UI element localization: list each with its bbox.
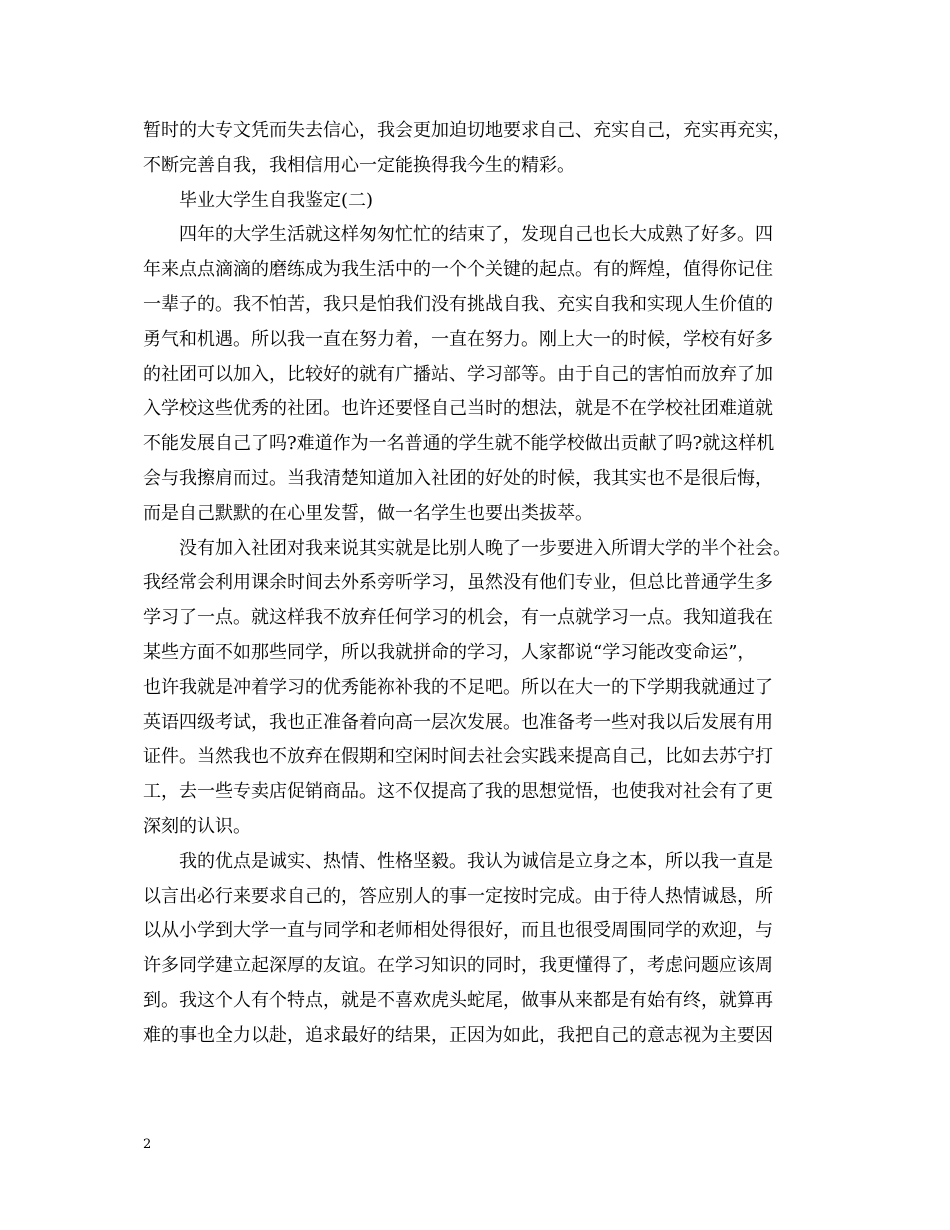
text-line: 以言出必行来要求自己的，答应别人的事一定按时完成。由于待人热情诚恳，所 (143, 885, 773, 907)
text-line: 也许我就是冲着学习的优秀能祢补我的不足吧。所以在大一的下学期我就通过了 (143, 676, 773, 698)
text-line: 不能发展自己了吗?难道作为一名普通的学生就不能学校做出贡献了吗?就这样机 (143, 433, 775, 455)
text-line: 工，去一些专卖店促销商品。这不仅提高了我的思想觉悟，也使我对社会有了更 (143, 781, 773, 803)
text-line: 年来点点滴滴的磨练成为我生活中的一个个关键的起点。有的辉煌，值得你记住 (143, 259, 773, 281)
text-line: 以从小学到大学一直与同学和老师相处得很好，而且也很受周围同学的欢迎，与 (143, 920, 773, 942)
text-line: 我的优点是诚实、热情、性格坚毅。我认为诚信是立身之本，所以我一直是 (179, 850, 773, 872)
text-line: 某些方面不如那些同学，所以我就拼命的学习，人家都说“学习能改变命运”， (143, 641, 756, 663)
text-line: 勇气和机遇。所以我一直在努力着，一直在努力。刚上大一的时候，学校有好多 (143, 328, 773, 350)
text-line: 英语四级考试，我也正准备着向高一层次发展。也准备考一些对我以后发展有用 (143, 711, 773, 733)
text-line: 而是自己默默的在心里发誓，做一名学生也要出类拔萃。 (143, 502, 593, 524)
text-line: 到。我这个人有个特点，就是不喜欢虎头蛇尾，做事从来都是有始有终，就算再 (143, 989, 773, 1011)
text-line: 证件。当然我也不放弃在假期和空闲时间去社会实践来提高自己，比如去苏宁打 (143, 746, 773, 768)
text-line: 四年的大学生活就这样匆匆忙忙的结束了，发现自己也长大成熟了好多。四 (179, 224, 773, 246)
text-line: 的社团可以加入，比较好的就有广播站、学习部等。由于自己的害怕而放弃了加 (143, 363, 773, 385)
document-body (143, 114, 807, 1054)
text-line: 入学校这些优秀的社团。也许还要怪自己当时的想法，就是不在学校社团难道就 (143, 398, 773, 420)
text-line: 会与我擦肩而过。当我清楚知道加入社团的好处的时候，我其实也不是很后悔， (143, 467, 773, 489)
page-number: 2 (143, 1137, 152, 1152)
text-line: 一辈子的。我不怕苦，我只是怕我们没有挑战自我、充实自我和实现人生价值的 (143, 293, 773, 315)
text-line: 许多同学建立起深厚的友谊。在学习知识的同时，我更懂得了，考虑问题应该周 (143, 955, 773, 977)
text-line: 我经常会利用课余时间去外系旁听学习，虽然没有他们专业，但总比普通学生多 (143, 572, 773, 594)
text-line: 难的事也全力以赴，追求最好的结果，正因为如此，我把自己的意志视为主要因 (143, 1024, 773, 1046)
text-line: 学习了一点。就这样我不放弃任何学习的机会，有一点就学习一点。我知道我在 (143, 607, 773, 629)
text-line: 没有加入社团对我来说其实就是比别人晚了一步要进入所谓大学的半个社会。 (179, 537, 791, 559)
text-line: 深刻的认识。 (143, 815, 251, 837)
text-line: 不断完善自我，我相信用心一定能换得我今生的精彩。 (143, 154, 575, 176)
text-line: 暂时的大专文凭而失去信心，我会更加迫切地要求自己、充实自己，充实再充实， (143, 120, 791, 141)
text-line: 毕业大学生自我鉴定(二) (179, 189, 374, 211)
